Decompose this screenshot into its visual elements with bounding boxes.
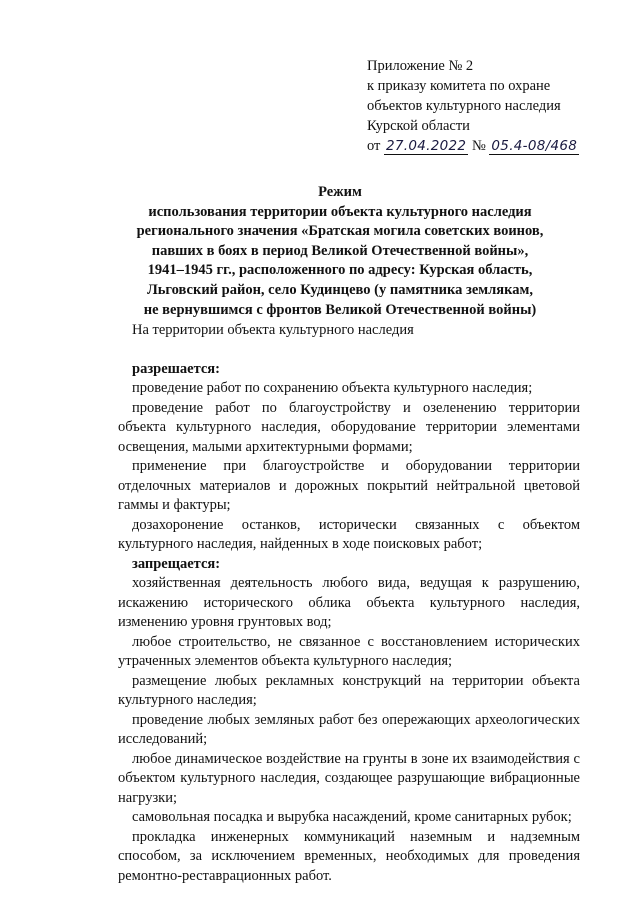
appendix-order-ref: к приказу комитета по охране	[367, 78, 551, 94]
intro-paragraph: На территории объекта культурного наследия	[132, 322, 414, 338]
forbidden-item: самовольная посадка и вырубка насаждений, кроме санитарных рубок;	[132, 809, 572, 825]
forbidden-item: проведение любых земляных работ без опережающих археологических исследований;	[118, 711, 580, 747]
appendix-from-prefix: от	[367, 138, 381, 154]
handwritten-date: 27.04.2022	[386, 138, 467, 154]
forbidden-item: прокладка инженерных коммуникаций наземным и надземным способом, за исключением временных, необходимых для проведения ремонтно-реставрационных работ.	[118, 828, 580, 884]
title-line: 1941–1945 гг., расположенного по адресу: Курская область,	[147, 262, 533, 279]
appendix-date-number	[367, 136, 627, 156]
allowed-item: дозахоронение останков, исторически связанных с объектом культурного наследия, найденных в ходе поисковых работ;	[118, 516, 580, 552]
number-sign: №	[471, 138, 486, 154]
forbidden-item: любое строительство, не связанное с восстановлением исторических утраченных элементов объекта культурного наследия;	[118, 633, 580, 669]
appendix-region: Курской области	[367, 118, 470, 134]
handwritten-number: 05.4-08/468	[491, 138, 578, 154]
title-line: павших в боях в период Великой Отечественной войны»,	[151, 242, 529, 259]
document-body	[118, 321, 580, 886]
title-line: регионального значения «Братская могила советских воинов,	[136, 223, 544, 240]
appendix-block	[367, 56, 627, 156]
title-line: Льговский район, село Кудинцево (у памятника землякам,	[146, 281, 534, 298]
forbidden-item: любое динамическое воздействие на грунты в зоне их взаимодействия с объектом культурного наследия, создающее разрушающие вибрационные нагрузки;	[118, 750, 580, 806]
forbidden-item: размещение любых рекламных конструкций на территории объекта культурного наследия;	[118, 672, 580, 708]
document-title	[100, 183, 580, 320]
allowed-item: проведение работ по благоустройству и озеленению территории объекта культурного наследия, оборудование территории элементами освещения, малыми архитектурными формами;	[118, 399, 580, 455]
title-heading: Режим	[318, 184, 362, 200]
title-line: использования территории объекта культурного наследия	[148, 203, 532, 220]
title-line: не вернувшимся с фронтов Великой Отечественной войны)	[143, 301, 537, 318]
appendix-number: Приложение № 2	[367, 58, 474, 74]
allowed-item: проведение работ по сохранению объекта культурного наследия;	[132, 380, 533, 396]
forbidden-item: хозяйственная деятельность любого вида, ведущая к разрушению, искажению исторического облика объекта культурного наследия, изменению уровня грунтовых вод;	[118, 575, 580, 630]
allowed-item: применение при благоустройстве и оборудовании территории отделочных материалов и дорожных покрытий нейтральной цветовой гаммы и фактуры;	[118, 458, 580, 513]
appendix-committee: объектов культурного наследия	[367, 98, 561, 114]
forbidden-heading: запрещается:	[132, 555, 221, 572]
allowed-heading: разрешается:	[132, 360, 220, 377]
